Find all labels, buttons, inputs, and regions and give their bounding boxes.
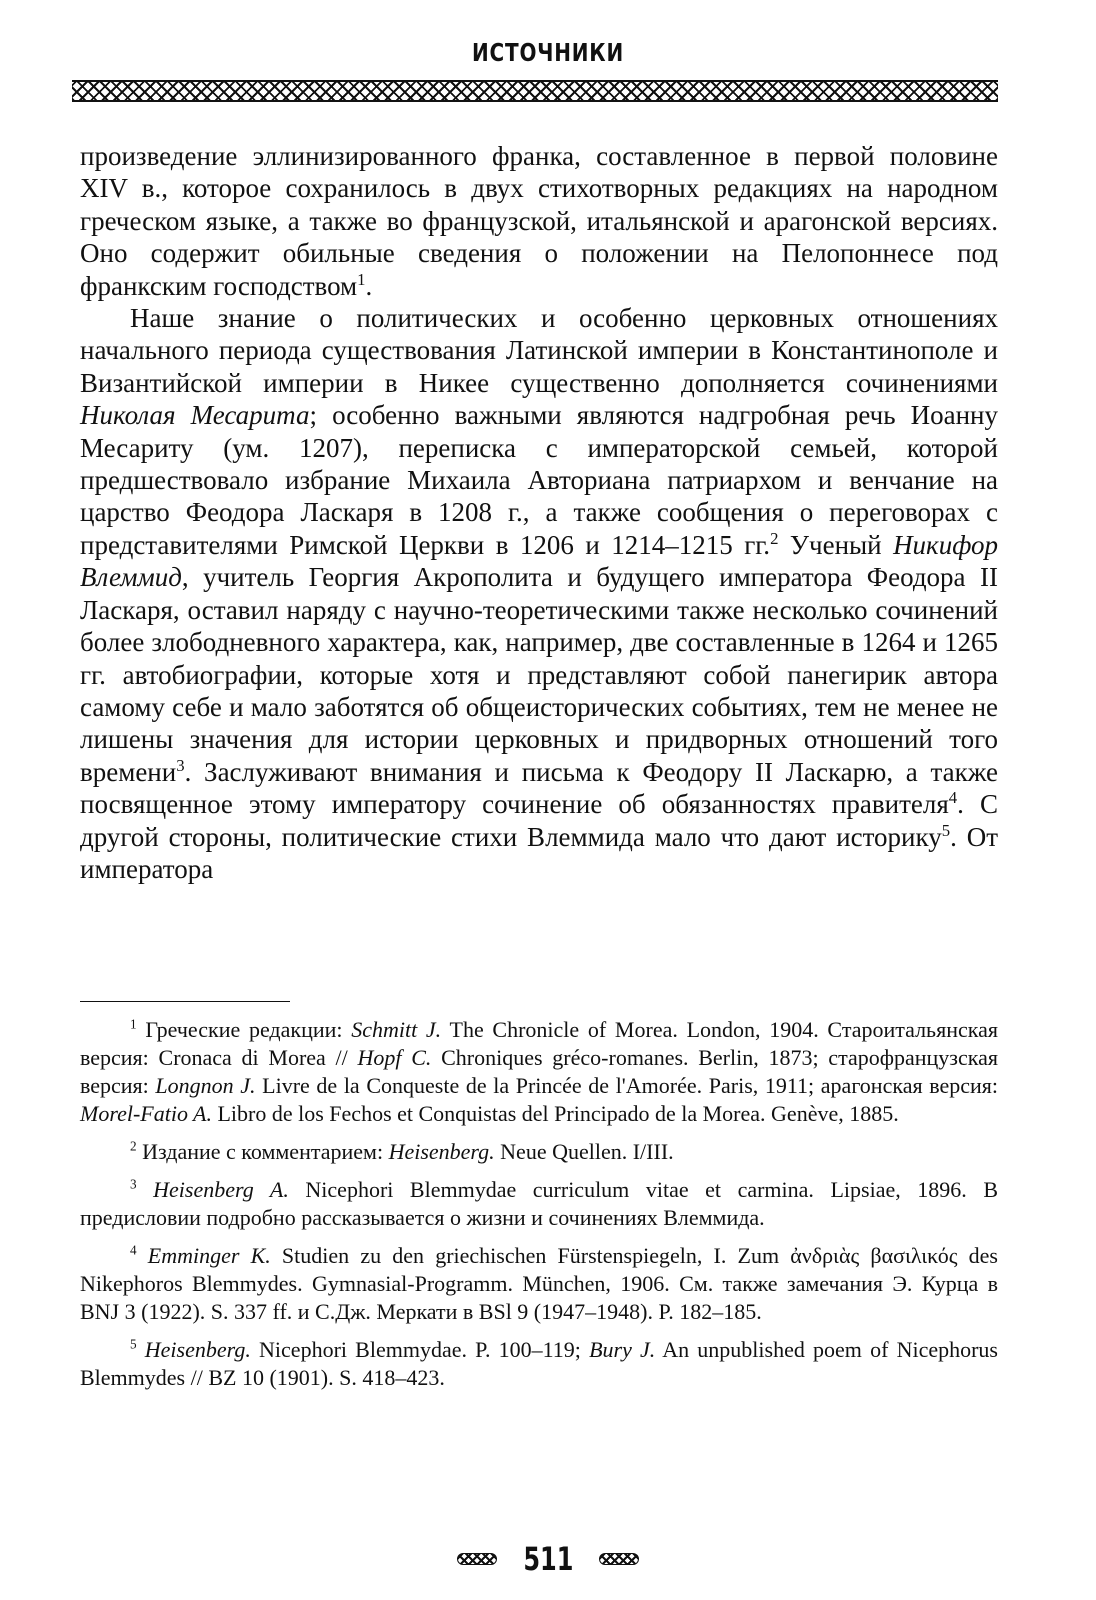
ornament-right-icon — [599, 1553, 639, 1565]
footnote-number: 4 — [130, 1242, 137, 1258]
footnote-ref[interactable]: 5 — [941, 820, 951, 840]
author-name: Николая Месарита — [80, 400, 310, 431]
footnote: $^3$ Heisenberg A. Nicephori Blemmydae curriculum vitae et carmina. Lipsiae, 1896. В предисловии подробно рассказывается о жизни и сочинениях Влеммида. — [80, 1176, 999, 1230]
main-text — [80, 140, 998, 885]
footnotes — [80, 1016, 998, 1402]
footnote: $^5$ Heisenberg. Nicephori Blemmydae. P. 100–119; Bury J. An unpublished poem of Nicephorus Blemmydes // BZ 10 (1901). S. 418–423. — [80, 1336, 998, 1390]
footnote: $^4$ Emminger K. Studien zu den griechischen Fürstenspiegeln, I. Zum ἀνδριὰς βασιλικός des Nikephoros Blemmydes. Gymnasial-Programm. München, 1906. См. также замечания Э. Курца в BNJ 3 (1922). S. 337 ff. и С.Дж. Меркати в BSl 9 (1947–1948). P. 182–185. — [80, 1242, 998, 1324]
author-name: Никифор Влеммид — [80, 529, 999, 593]
footnote-ref[interactable]: 2 — [770, 528, 779, 548]
footnote-number: 2 — [130, 1138, 137, 1154]
ornament-left-icon — [457, 1553, 497, 1565]
footnote-ref[interactable]: 4 — [948, 788, 958, 808]
footnote-number: 1 — [130, 1016, 137, 1032]
paragraph: Наше знание о политических и особенно церковных отношениях начального периода существования Латинской империи в Константинополе и Византийской империи в Никее существенно дополняется сочинениями Николая Месарита; особенно важными являются надгробная речь Иоанну Месариту (ум. 1207), переписка с императорской семьей, которой предшествовало избрание Михаила Авториана патриархом и венчание на царство Феодора Ласкаря в 1208 г., а также сообщения о переговорах с представителями Римской Церкви в 1206 и 1214–1215 гг.$^2$ Ученый Никифор Влеммид, учитель Георгия Акрополита и будущего императора Феодора II Ласкаря, оставил наряду с научно-теоретическими также несколько сочинений более злободневного характера, как, например, две составленные в 1264 и 1265 гг. автобиографии, которые хотя и представляют собой панегирик автора самому себе и мало заботятся об общеисторических событиях, тем не менее не лишены значения для истории церковных и придворных отношений того времени$^3$. Заслуживают внимания и письма к Феодору II Ласкарю, а также посвященное этому императору сочинение об обязанностях правителя$^4$. С другой стороны, политические стихи Влеммида мало что дают историку$^5$. От императора — [80, 303, 999, 884]
footnote-ref[interactable]: 1 — [357, 269, 366, 289]
page-footer — [0, 1540, 1096, 1578]
page-number: 511 — [522, 1540, 574, 1578]
header-ornament-band — [72, 80, 998, 102]
paragraph: произведение эллинизированного франка, составленное в первой половине XIV в., которое сохранилось в двух стихотворных редакциях на народном греческом языке, а также во французской, итальянской и арагонской версиях. Оно содержит обильные сведения о положении на Пелопоннесе под франкским господством$^1$. — [80, 141, 998, 301]
running-header: ИСТОЧНИКИ — [472, 38, 624, 67]
footnote-number: 5 — [130, 1336, 137, 1352]
footnote-ref[interactable]: 3 — [176, 755, 185, 775]
footnote: $^1$ Греческие редакции: Schmitt J. The Chronicle of Morea. London, 1904. Староитальянская версия: Cronaca di Morea // Hopf C. Chroniques gréco-romanes. Berlin, 1873; старофранцузская версия: Longnon J. Livre de la Conqueste de la Princée de l'Amorée. Paris, 1911; арагонская версия: Morel-Fatio A. Libro de los Fechos et Conquistas del Principado de la Morea. Genève, 1885. — [80, 1016, 998, 1126]
footnote-number: 3 — [130, 1176, 137, 1192]
footnote-divider — [80, 1001, 290, 1002]
footnote: $^2$ Издание с комментарием: Heisenberg. Neue Quellen. I/III. — [130, 1138, 674, 1164]
